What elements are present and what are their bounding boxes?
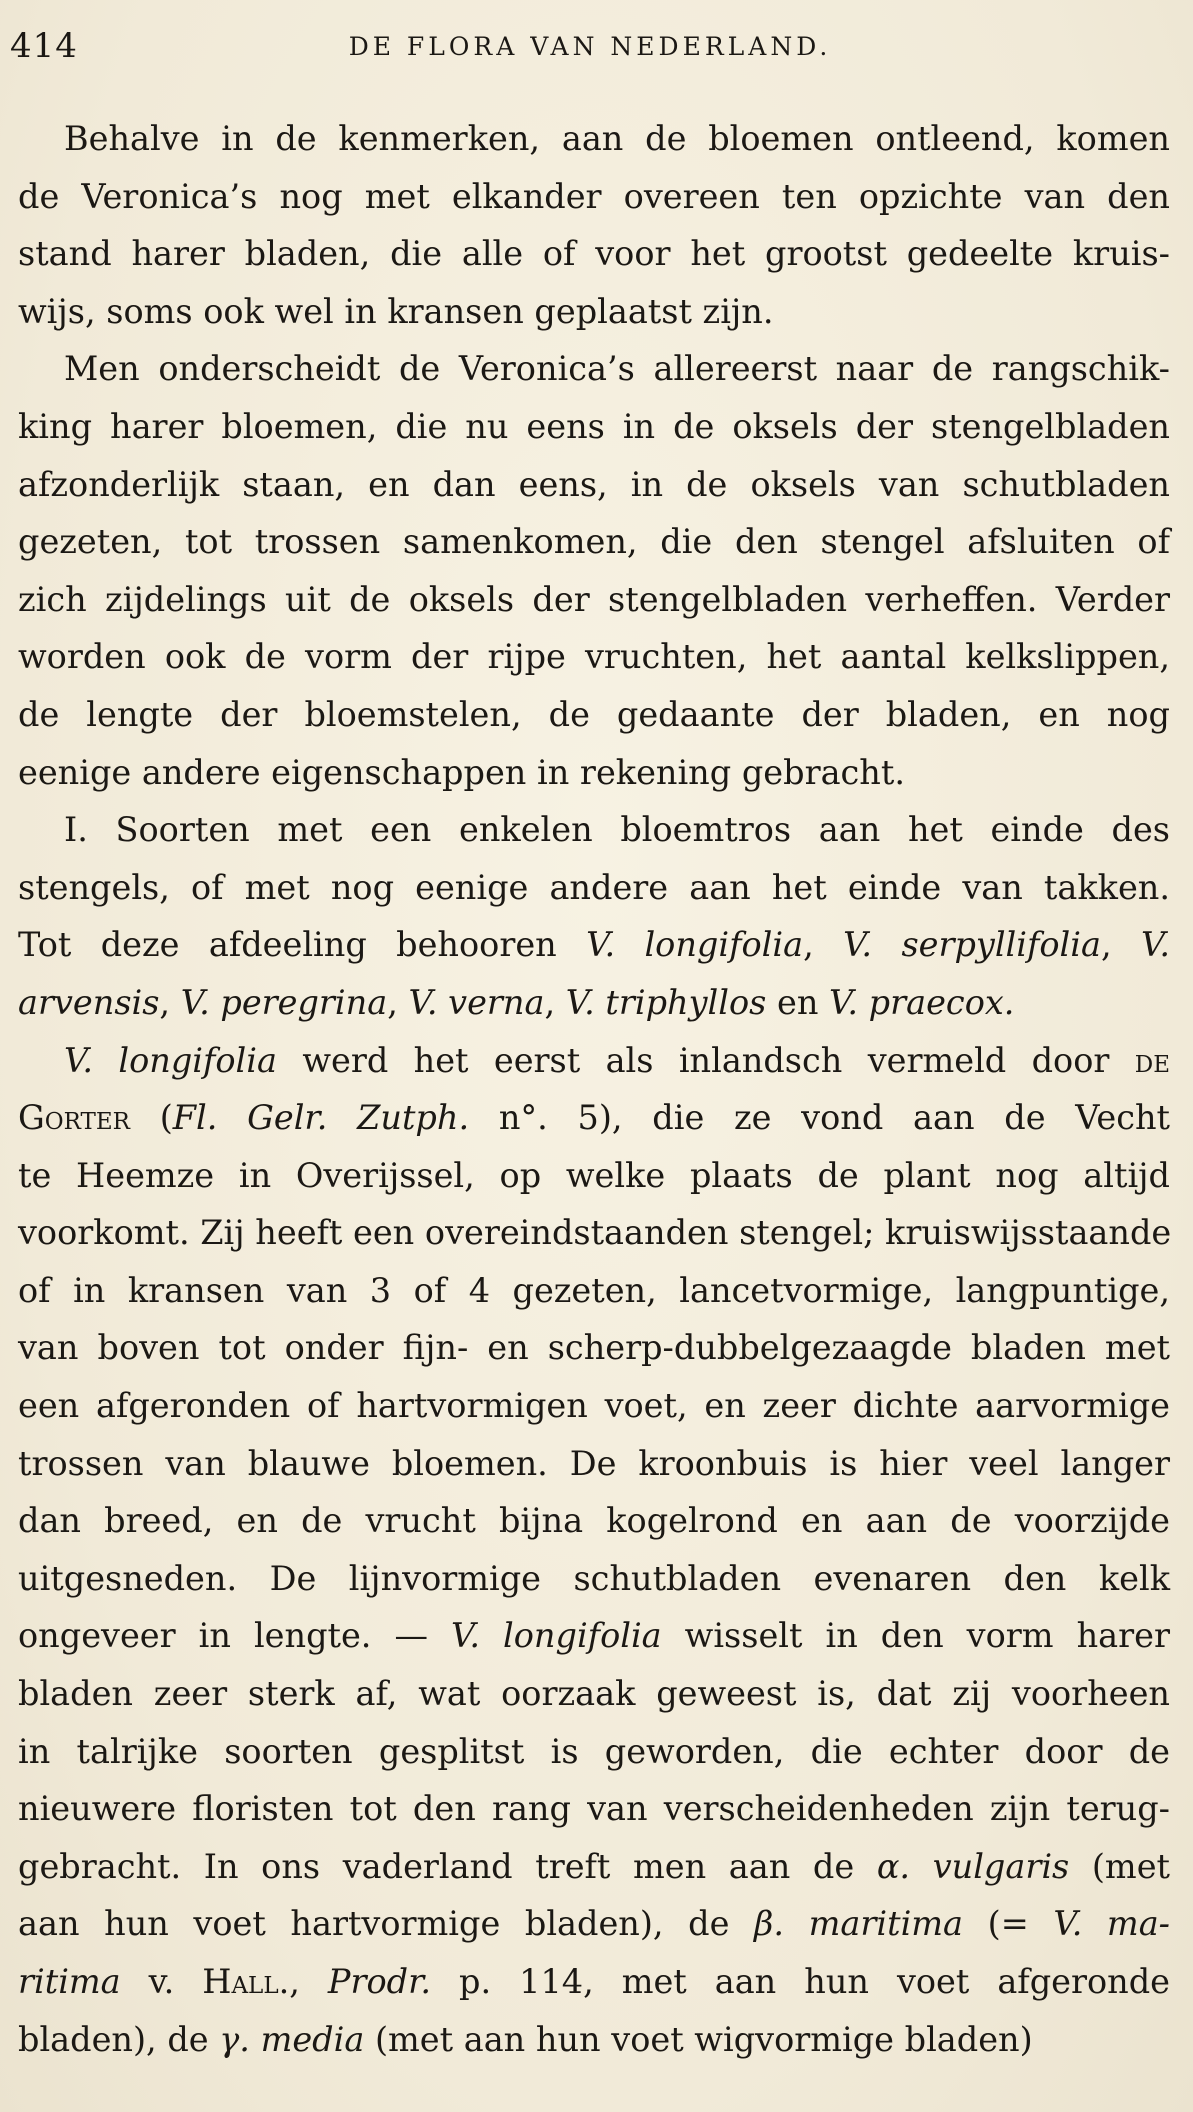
paragraph <box>18 801 1170 1031</box>
text-line <box>18 916 1170 974</box>
text-segment: eenige andere eigenschappen in rekening gebracht. <box>18 752 905 792</box>
text-segment: Behalve in de kenmerken, aan de bloemen ontleend, komen <box>64 119 1170 158</box>
italic-text: V. ma- <box>1053 1904 1170 1944</box>
page-number: 414 <box>10 26 78 66</box>
text-segment: stand harer bladen, die alle of voor het grootst gedeelte kruis- <box>18 234 1170 274</box>
text-segment: Tot deze afdeeling behooren <box>18 925 587 965</box>
text-line <box>18 686 1170 744</box>
text-segment: (met aan hun voet wigvormige bladen) <box>364 2019 1033 2059</box>
text-segment: worden ook de vorm der rijpe vruchten, het aantal kelkslippen, <box>18 637 1170 677</box>
text-segment: voorkomt. Zij heeft een overeindstaanden stengel; kruiswijsstaande <box>18 1213 1172 1253</box>
text-segment: uitgesneden. De lijnvormige schutbladen evenaren den kelk <box>18 1558 1170 1598</box>
text-segment: Men onderscheidt de Veronica’s allereerst naar de rangschik- <box>64 349 1170 389</box>
paragraph <box>18 110 1170 340</box>
text-segment: een afgeronden of hartvormigen voet, en zeer dichte aarvormige <box>18 1386 1170 1426</box>
text-segment: en <box>766 982 830 1022</box>
text-segment: nieuwere floristen tot den rang van verscheidenheden zijn terug- <box>18 1789 1170 1829</box>
text-segment: of in kransen van 3 of 4 gezeten, lancetvormige, langpuntige, <box>18 1270 1170 1310</box>
text-segment: gebracht. In ons vaderland treft men aan de <box>18 1846 877 1886</box>
text-segment: , <box>387 982 409 1022</box>
text-line <box>18 974 1170 1032</box>
text-segment: , <box>289 1962 328 2001</box>
text-segment: wisselt in den vorm harer <box>661 1616 1170 1656</box>
running-title: DE FLORA VAN NEDERLAND. <box>348 32 832 61</box>
text-segment: , <box>1100 925 1141 965</box>
body-text <box>18 110 1170 2068</box>
text-line <box>18 1089 1170 1147</box>
italic-text: V. <box>1141 925 1170 965</box>
text-segment: I. Soorten met een enkelen bloemtros aan het einde des <box>64 810 1170 850</box>
text-segment: (= <box>963 1904 1054 1944</box>
text-segment: stengels, of met nog eenige andere aan het einde van takken. <box>18 867 1170 907</box>
text-segment: werd het eerst als inlandsch vermeld door <box>276 1040 1135 1080</box>
text-segment: , <box>544 982 566 1022</box>
text-segment: ( <box>129 1098 173 1138</box>
italic-text: V. longifolia <box>586 925 804 965</box>
italic-text: α. vulgaris <box>876 1846 1070 1886</box>
text-line <box>18 1319 1170 1377</box>
text-line <box>18 628 1170 686</box>
text-line <box>18 1780 1170 1838</box>
text-line <box>18 1665 1170 1723</box>
page-header <box>10 26 1170 66</box>
text-segment: zich zijdelings uit de oksels der stengelbladen verheffen. Verder <box>18 579 1170 619</box>
text-line <box>18 1262 1170 1320</box>
text-line <box>18 744 1170 802</box>
text-line <box>18 398 1170 456</box>
text-line <box>18 801 1170 859</box>
italic-text: V. longifolia <box>64 1040 277 1080</box>
text-segment: v. <box>120 1962 203 2001</box>
paragraph <box>18 1032 1170 2069</box>
text-line <box>18 1607 1170 1665</box>
text-segment: te Heemze in Overijssel, op welke plaats de plant nog altijd <box>18 1155 1170 1195</box>
italic-text: arvensis <box>18 982 160 1022</box>
text-line <box>18 1032 1170 1090</box>
text-segment: in talrijke soorten gesplitst is geworden, die echter door de <box>18 1731 1170 1771</box>
italic-text: ritima <box>18 1962 121 2001</box>
italic-text: V. peregrina <box>180 982 388 1022</box>
text-segment: wijs, soms ook wel in kransen geplaatst zijn. <box>18 291 774 331</box>
text-segment: van boven tot onder fijn- en scherp-dubbelgezaagde bladen met <box>18 1328 1170 1368</box>
text-segment: ongeveer in lengte. — <box>18 1616 452 1656</box>
text-line <box>18 1953 1170 2011</box>
text-segment: n°. 5), die ze vond aan de Vecht <box>469 1098 1171 1138</box>
text-line <box>18 1204 1170 1262</box>
text-segment: aan hun voet hartvormige bladen), de <box>18 1904 755 1944</box>
text-segment: afzonderlijk staan, en dan eens, in de oksels van schutbladen <box>18 464 1170 504</box>
text-line <box>18 283 1170 341</box>
text-line <box>18 513 1170 571</box>
small-caps-text: Gorter <box>18 1098 130 1138</box>
italic-text: Fl. Gelr. Zutph. <box>172 1098 470 1138</box>
text-line <box>18 859 1170 917</box>
text-segment: , <box>159 982 181 1022</box>
text-segment: de lengte der bloemstelen, de gedaante der bladen, en nog <box>18 694 1170 734</box>
small-caps-text: de <box>1134 1040 1170 1080</box>
text-line <box>18 1377 1170 1435</box>
text-segment: p. 114, met aan hun voet afgeronde <box>431 1962 1170 2001</box>
small-caps-text: Hall. <box>202 1962 290 2001</box>
italic-text: V. serpyllifolia <box>843 925 1101 965</box>
italic-text: β. maritima <box>754 1904 964 1944</box>
text-line <box>18 1895 1170 1953</box>
text-line <box>18 1435 1170 1493</box>
italic-text: V. triphyllos <box>565 982 767 1022</box>
text-line <box>18 225 1170 283</box>
text-segment: dan breed, en de vrucht bijna kogelrond en aan de voorzijde <box>18 1501 1170 1541</box>
text-line <box>18 340 1170 398</box>
text-line <box>18 1723 1170 1781</box>
text-segment: bladen), de <box>18 2019 220 2059</box>
text-line <box>18 1838 1170 1896</box>
text-line <box>18 1147 1170 1205</box>
italic-text: V. longifolia <box>451 1616 662 1656</box>
text-segment: king harer bloemen, die nu eens in de oksels der stengelbladen <box>18 406 1170 446</box>
text-segment: , <box>803 925 844 965</box>
text-line <box>18 1550 1170 1608</box>
italic-text: Prodr. <box>327 1962 432 2001</box>
italic-text: V. verna <box>408 982 545 1022</box>
italic-text: V. praecox. <box>829 982 1015 1022</box>
text-segment: (met <box>1069 1846 1170 1886</box>
text-line <box>18 571 1170 629</box>
text-line <box>18 168 1170 226</box>
text-segment: bladen zeer sterk af, wat oorzaak geweest is, dat zij voorheen <box>18 1674 1170 1714</box>
text-segment: de Veronica’s nog met elkander overeen ten opzichte van den <box>18 176 1170 216</box>
text-line <box>18 2011 1170 2069</box>
text-segment: trossen van blauwe bloemen. De kroonbuis is hier veel langer <box>18 1443 1170 1483</box>
italic-text: γ. media <box>219 2019 365 2059</box>
paragraph <box>18 340 1170 801</box>
text-segment: gezeten, tot trossen samenkomen, die den stengel afsluiten of <box>18 522 1170 562</box>
text-line <box>18 1492 1170 1550</box>
text-line <box>18 456 1170 514</box>
text-line <box>18 110 1170 168</box>
